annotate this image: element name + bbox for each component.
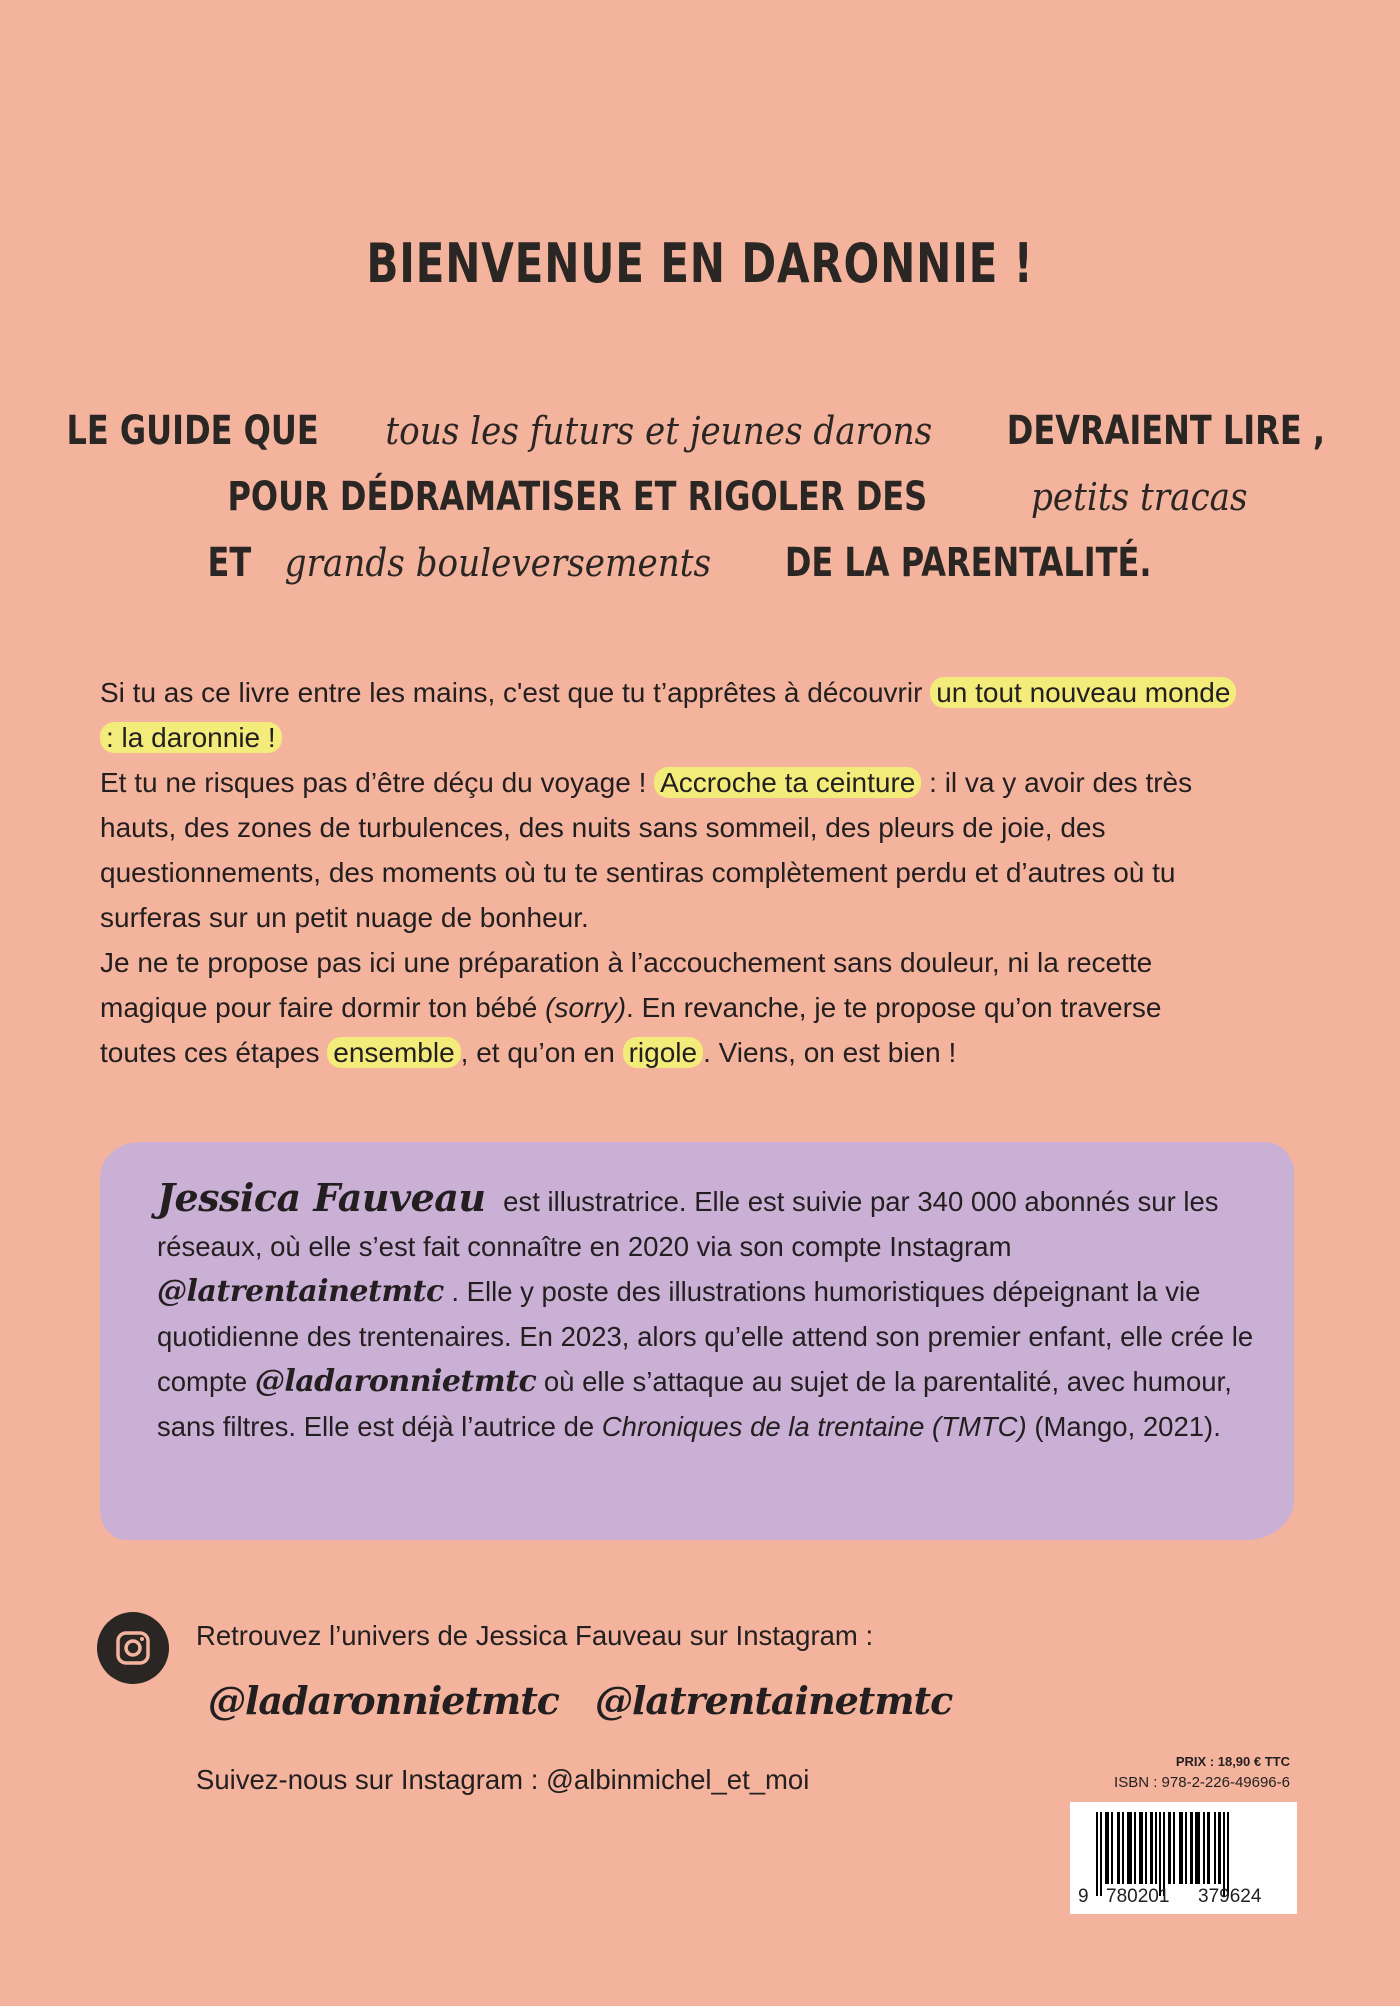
intro-text	[100, 670, 1240, 1075]
tagline-caps: DE LA PARENTALITÉ.	[785, 540, 1152, 586]
instagram-handle: @ladaronnietmtc	[254, 1364, 537, 1399]
italic-text: (sorry)	[545, 992, 627, 1023]
intro-paragraph-1	[100, 670, 1240, 760]
price-label: PRIX : 18,90 € TTC	[1175, 1754, 1290, 1769]
tagline-script: grands bouleversements	[284, 541, 712, 585]
instagram-invite: Retrouvez l’univers de Jessica Fauveau sur Instagram :	[196, 1620, 874, 1651]
barcode-bars	[1096, 1812, 1281, 1884]
isbn-label: ISBN : 978-2-226-49696-6	[1114, 1774, 1290, 1791]
book-title: Chroniques de la trentaine (TMTC)	[601, 1411, 1027, 1442]
highlight: Accroche ta ceinture	[654, 767, 921, 798]
instagram-handle-link[interactable]: @latrentainetmtc	[594, 1678, 953, 1723]
intro-text-span: Je ne te propose pas ici une préparation à l’accouchement sans douleur, ni la recette magique pour faire dormir ton bébé	[100, 947, 1153, 1023]
instagram-handle-link[interactable]: @ladaronnietmtc	[208, 1678, 559, 1723]
tagline-script: petits tracas	[1031, 475, 1248, 519]
intro-text-span: . Viens, on est bien !	[703, 1037, 957, 1068]
highlight: ensemble	[327, 1037, 460, 1068]
intro-text-span: Si tu as ce livre entre les mains, c'est que tu t’apprêtes à découvrir	[100, 677, 931, 708]
barcode	[1070, 1802, 1297, 1914]
bio-text: est illustratrice. Elle est suivie par 340 000 abonnés sur les réseaux, où elle s’est fait connaître en 2020 via son compte Instagram	[157, 1186, 1219, 1262]
page-title: BIENVENUE EN DARONNIE !	[366, 232, 1034, 295]
intro-paragraph-2	[100, 760, 1240, 940]
barcode-digit: 9	[1078, 1886, 1089, 1907]
tagline-caps: POUR DÉDRAMATISER ET RIGOLER DES	[227, 474, 928, 520]
bio-text: (Mango, 2021).	[1026, 1411, 1221, 1442]
tagline-caps: DEVRAIENT LIRE ,	[1006, 408, 1325, 454]
tagline-line-3	[0, 530, 1400, 596]
intro-text-span: , et qu’on en	[460, 1037, 623, 1068]
author-name: Jessica Fauveau	[157, 1175, 486, 1220]
bio-text: où elle s’attaque au sujet de la parentalité, avec humour, sans filtres. Elle est déjà l’autrice de	[157, 1366, 1232, 1442]
intro-text-span: : il va y avoir des très hauts, des zones de turbulences, des nuits sans sommeil, des pleurs de joie, des questionnements, des moments où tu te sentiras complètement perdu et d’autres où tu surferas sur un petit nuage de bonheur.	[100, 767, 1193, 933]
instagram-handles	[208, 1678, 952, 1723]
tagline-caps: ET	[207, 540, 252, 586]
tagline-script: tous les futurs et jeunes darons	[385, 409, 933, 453]
barcode-digits: 780201	[1106, 1886, 1170, 1907]
intro-text-span: . En revanche, je te propose qu’on traverse toutes ces étapes	[100, 992, 1162, 1068]
tagline	[0, 398, 1400, 596]
publisher-instagram: Suivez-nous sur Instagram : @albinmichel_et_moi	[196, 1764, 810, 1795]
tagline-caps: LE GUIDE QUE	[66, 408, 319, 454]
intro-paragraph-3	[100, 940, 1240, 1075]
tagline-line-2	[0, 464, 1400, 530]
author-bio	[157, 1175, 1257, 1449]
highlight: un tout nouveau monde : la daronnie !	[100, 677, 1236, 753]
instagram-handle: @latrentainetmtc	[157, 1274, 444, 1309]
tagline-line-1	[0, 398, 1400, 464]
barcode-digits: 379624	[1198, 1886, 1262, 1907]
intro-text-span: Et tu ne risques pas d’être déçu du voyage !	[100, 767, 655, 798]
instagram-icon	[97, 1612, 169, 1684]
bio-text: . Elle y poste des illustrations humoristiques dépeignant la vie quotidienne des trentenaires. En 2023, alors qu’elle attend son premier enfant, elle crée le compte	[157, 1276, 1254, 1397]
highlight: rigole	[623, 1037, 703, 1068]
